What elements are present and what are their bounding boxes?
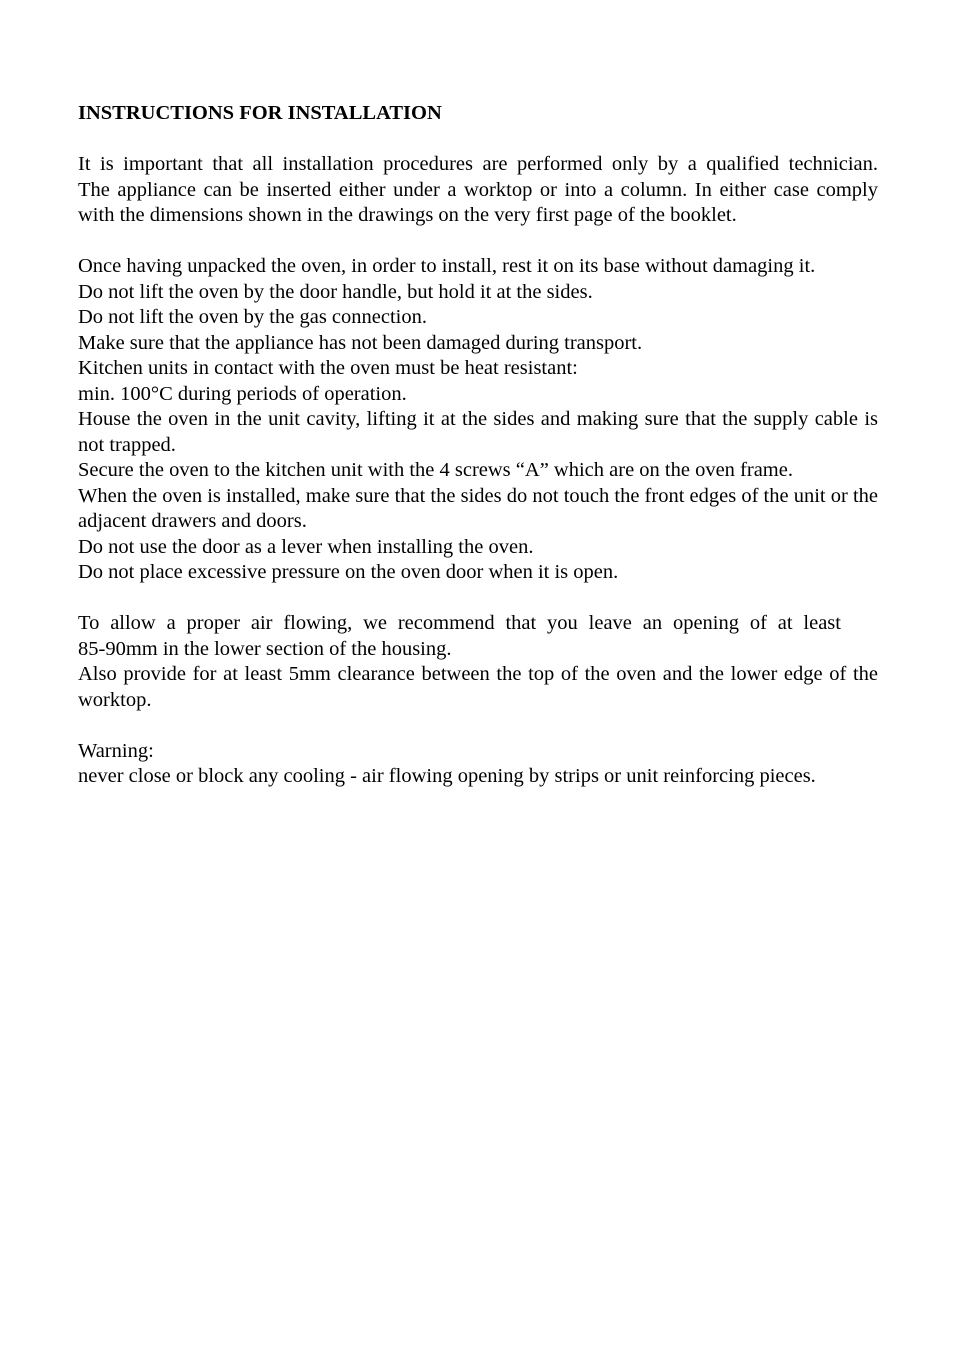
warning-label: Warning:	[78, 739, 154, 762]
intro-paragraph-2: The appliance can be inserted either under a worktop or into a column. In either case comply with the dimensions shown in the drawings on the very first page of the booklet.	[78, 178, 878, 226]
step-house-oven: House the oven in the unit cavity, lifting it at the sides and making sure that the supply cable is not trapped.	[78, 408, 878, 456]
step-door-lever: Do not use the door as a lever when installing the oven.	[78, 535, 534, 558]
step-transport-damage: Make sure that the appliance has not been damaged during transport.	[78, 331, 643, 354]
installation-steps	[78, 254, 878, 586]
airflow-paragraph-1a: To allow a proper air flowing, we recommend that you leave an opening of at least	[78, 612, 841, 634]
step-door-pressure: Do not place excessive pressure on the oven door when it is open.	[78, 561, 619, 583]
airflow-paragraph-1b: 85-90mm in the lower section of the housing.	[78, 637, 452, 660]
step-heat-resistant: Kitchen units in contact with the oven must be heat resistant:	[78, 357, 578, 379]
step-sides-clearance: When the oven is installed, make sure that the sides do not touch the front edges of the unit or the adjacent drawers and doors.	[78, 484, 878, 532]
airflow-section	[78, 611, 878, 713]
intro-paragraph-1: It is important that all installation procedures are performed only by a qualified technician.	[78, 153, 878, 175]
intro-section	[78, 152, 878, 229]
document-page	[78, 101, 878, 815]
step-door-handle: Do not lift the oven by the door handle, but hold it at the sides.	[78, 280, 593, 303]
warning-section	[78, 739, 878, 790]
warning-text: never close or block any cooling - air flowing opening by strips or unit reinforcing pieces.	[78, 765, 816, 787]
step-unpack: Once having unpacked the oven, in order to install, rest it on its base without damaging it.	[78, 255, 816, 277]
step-secure-screws: Secure the oven to the kitchen unit with the 4 screws “A” which are on the oven frame.	[78, 459, 793, 481]
airflow-paragraph-2: Also provide for at least 5mm clearance between the top of the oven and the lower edge of the worktop.	[78, 663, 878, 711]
step-gas-connection: Do not lift the oven by the gas connection.	[78, 306, 427, 328]
document-heading: INSTRUCTIONS FOR INSTALLATION	[78, 102, 442, 124]
step-min-temperature: min. 100°C during periods of operation.	[78, 382, 407, 405]
